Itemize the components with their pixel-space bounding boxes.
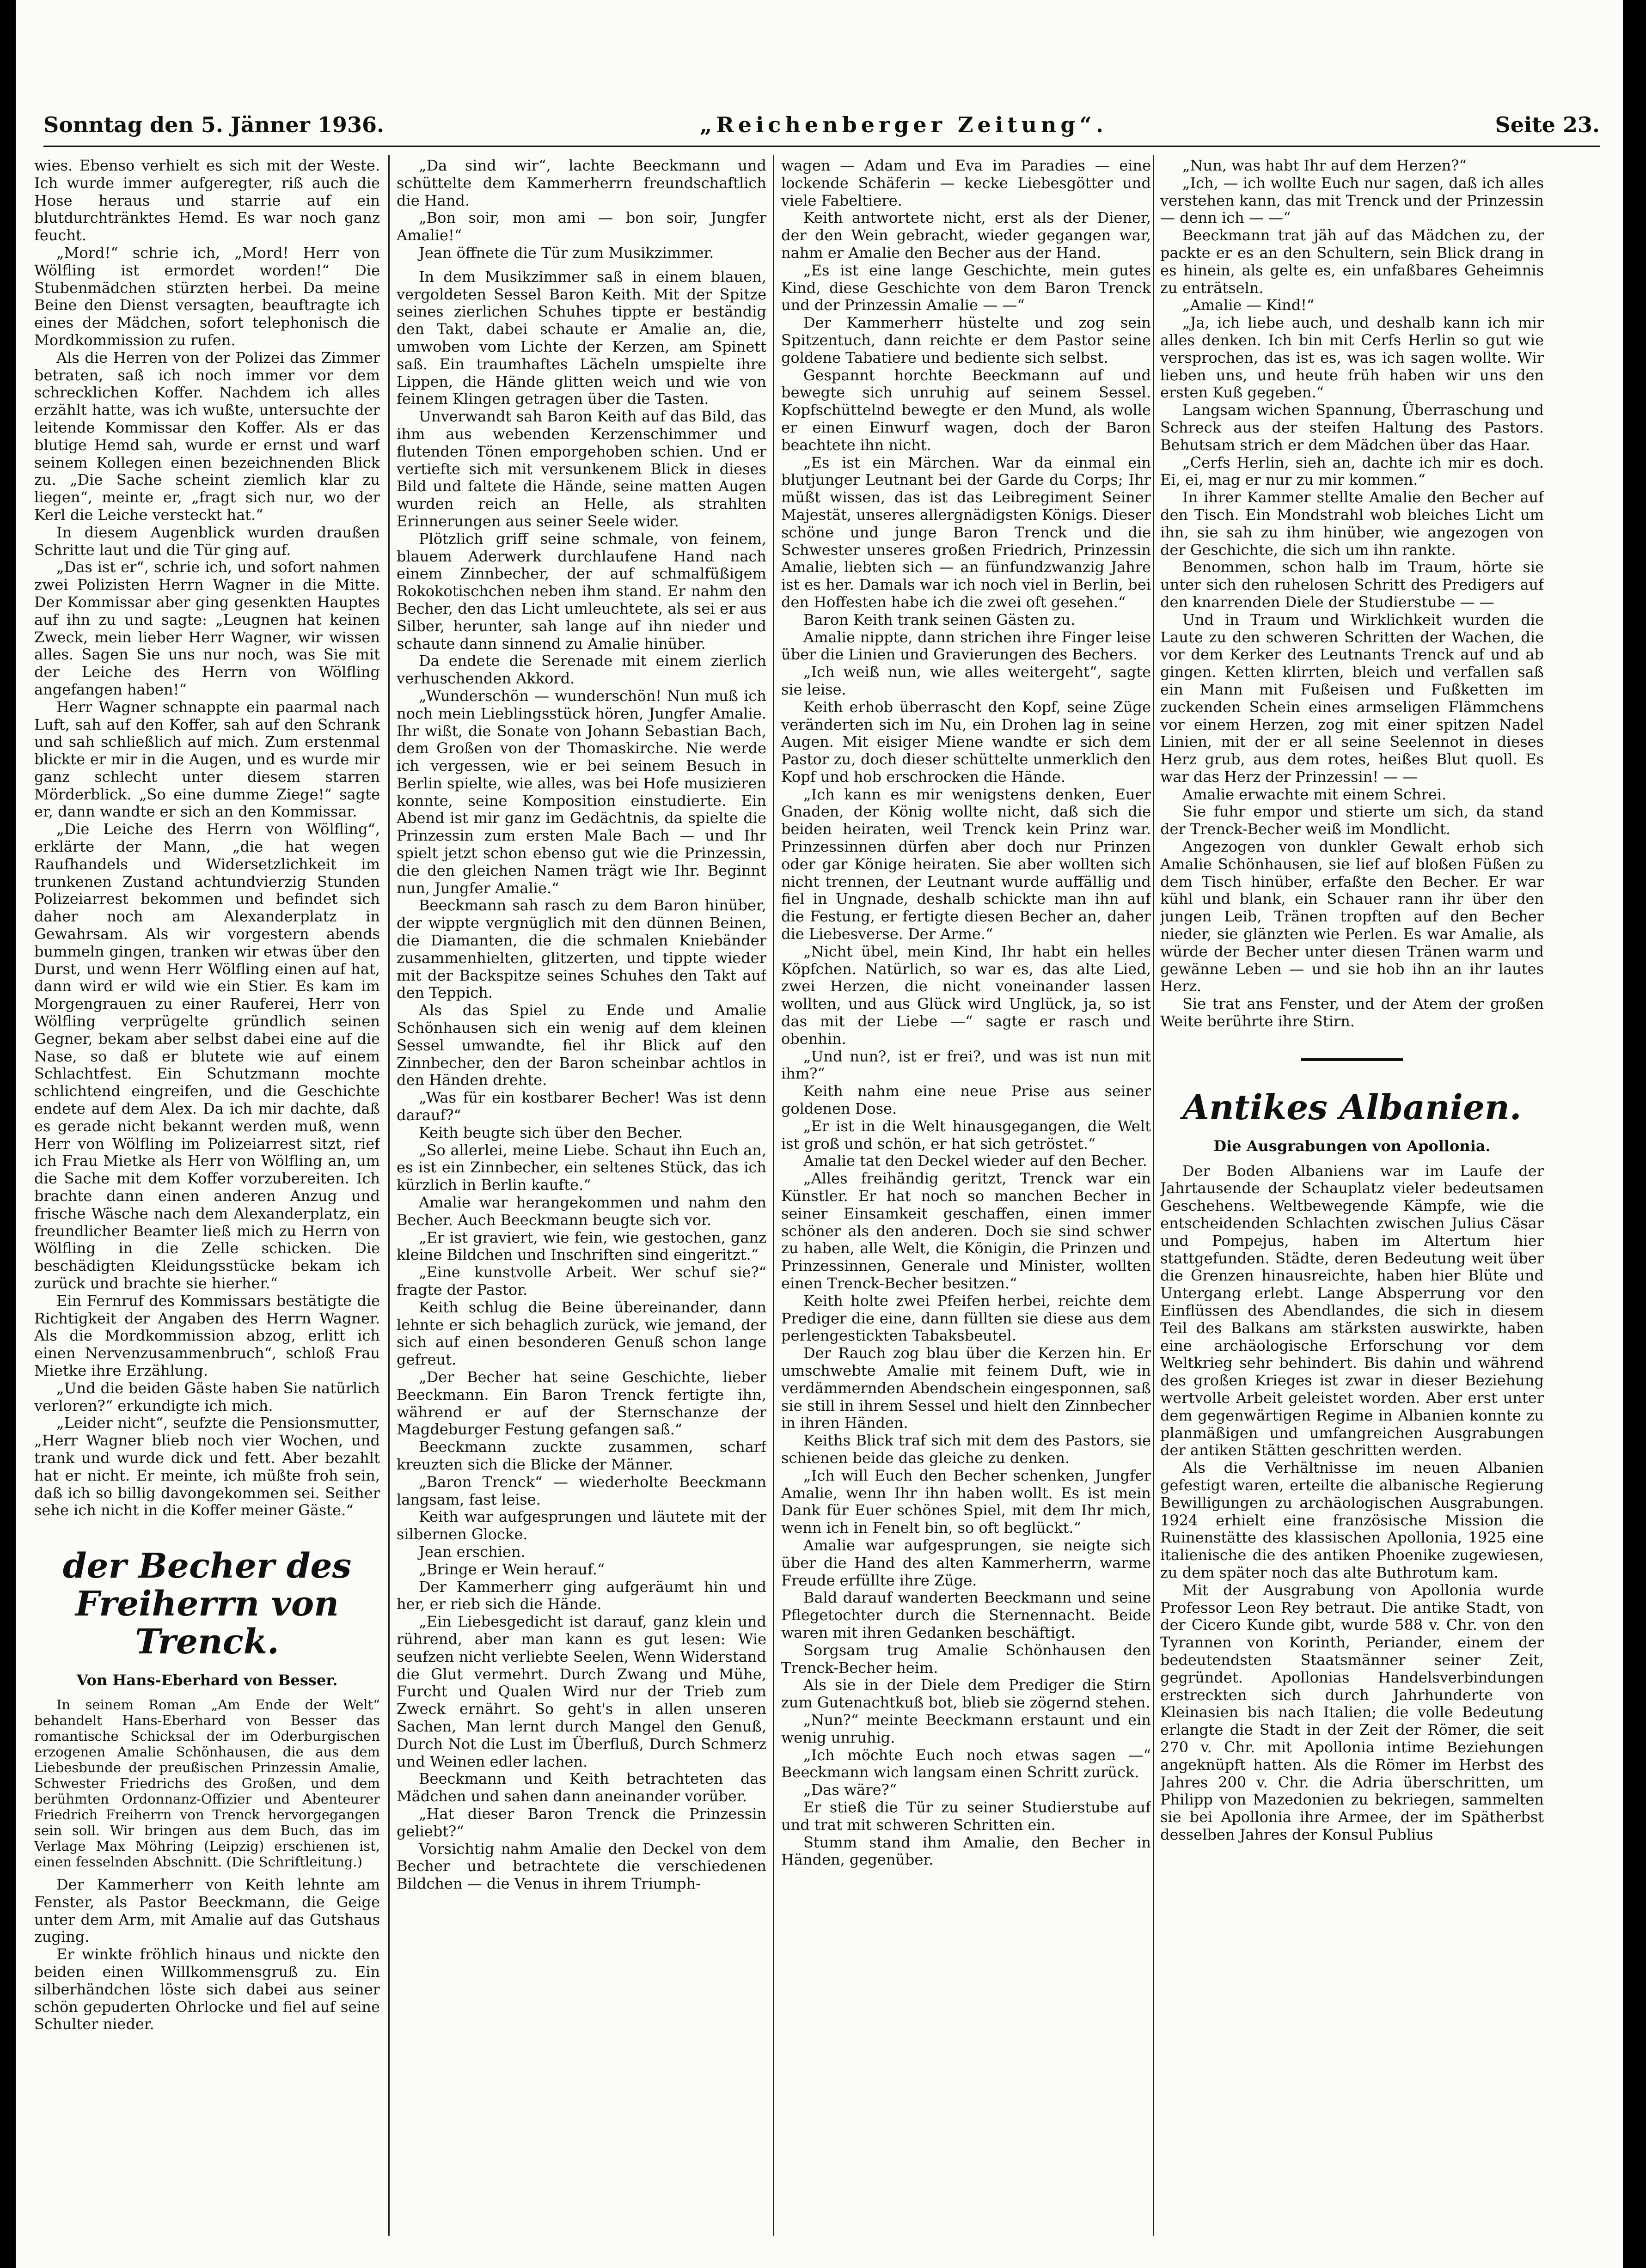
paragraph: Der Kammerherr hüstelte und zog sein Spitzentuch, dann reichte er dem Pastor seine goldene Tabatiere und bediente sich selbst.	[781, 314, 1151, 366]
paragraph: Beeckmann und Keith betrachteten das Mädchen und sahen dann aneinander vorüber.	[397, 1770, 766, 1805]
paragraph: Er stieß die Tür zu seiner Studierstube auf und trat mit schweren Schritten ein.	[781, 1798, 1151, 1834]
paragraph: Keith beugte sich über den Becher.	[419, 1123, 683, 1141]
paragraph: Als die Herren von der Polizei das Zimmer betraten, saß ich noch immer vor dem schrecklichen Koffer. Nachdem ich alles erzählt hatte, was ich wußte, untersuchte der leitende Kommissar den Koffer. Als er das blutige Hemd sah, wurde er ernst und warf seinem Kollegen einen bezeichnenden Blick zu. „Die Sache scheint ziemlich klar zu liegen“, meinte er, „fragt sich nur, wo der Kerl die Leiche versteckt hat.“	[34, 348, 380, 524]
paragraph: Baron Keith trank seinen Gästen zu.	[803, 610, 1076, 628]
paragraph: „Nun?“ meinte Beeckmann erstaunt und ein wenig unruhig.	[781, 1711, 1151, 1746]
column-4	[1160, 157, 1544, 2236]
paragraph: „Ich will Euch den Becher schenken, Jungfer Amalie, wenn Ihr ihn haben wollt. Es ist mein Dank für Euer schönes Spiel, mit dem Ihr mich, wenn ich in Fenelt bin, so oft beglückt.“	[781, 1466, 1151, 1537]
article-title: der Becher des Freiherrn von Trenck.	[62, 1546, 352, 1662]
paragraph: Da endete die Serenade mit einem zierlich verhuschenden Akkord.	[397, 652, 766, 688]
paragraph: „Ich kann es mir wenigstens denken, Euer Gnaden, der König wollte nicht, daß sich die beiden heiraten, weil Trenck kein Prinz war. Prinzessinnen dürfen aber doch nur Prinzen oder gar Könige heiraten. Sie aber wollten sich nicht trennen, der Leutnant wurde auffällig und fiel in Ungnade, deshalb schickte man ihn auf die Festung, er fertigte diesen Becher an, daher die Liebesverse. Der Arme.“	[781, 785, 1151, 943]
page-number: Seite 23.	[1495, 112, 1600, 137]
paragraph: Der Rauch zog blau über die Kerzen hin. Er umschwebte Amalie mit feinem Duft, wie in verdämmernden Abendschein eingesponnen, saß sie still in ihrem Sessel und hielt den Zinnbecher in ihren Händen.	[781, 1344, 1151, 1432]
paragraph: „Mord!“ schrie ich, „Mord! Herr von Wölfling ist ermordet worden!“ Die Stubenmädchen stürzten herbei. Da meine Beine den Dienst versagten, beauftragte ich eines der Mädchen, sofort telephonisch die Mordkommission zu rufen.	[34, 244, 380, 349]
paragraph: „Nicht übel, mein Kind, Ihr habt ein helles Köpfchen. Natürlich, so war es, das alte Lied, zwei Herzen, die nicht voneinander lassen wollten, und aus Glück wird Unglück, ja, so ist das mit der Liebe —“ sagte er rasch und obenhin.	[781, 942, 1151, 1048]
paragraph: Sorgsam trug Amalie Schönhausen den Trenck-Becher heim.	[781, 1641, 1151, 1677]
paragraph: Keith erhob überrascht den Kopf, seine Züge veränderten sich im Nu, ein Drohen lag in seine Augen. Mit eisiger Miene wandte er sich dem Pastor zu, doch dieser schüttelte unmerklich den Kopf und hob erschrocken die Hände.	[781, 698, 1151, 786]
column-3	[781, 157, 1151, 2236]
paragraph: Sie fuhr empor und stierte um sich, da stand der Trenck-Becher weiß im Mondlicht.	[1160, 803, 1544, 838]
paragraph: Amalie war herangekommen und nahm den Becher. Auch Beeckmann beugte sich vor.	[397, 1194, 766, 1229]
paragraph: „Baron Trenck“ — wiederholte Beeckmann langsam, fast leise.	[397, 1473, 766, 1508]
paragraph: Jean öffnete die Tür zum Musikzimmer.	[419, 244, 714, 262]
paragraph: In ihrer Kammer stellte Amalie den Becher auf den Tisch. Ein Mondstrahl wob bleiches Licht um ihn, sie sah zu ihm hinüber, wie angezogen von der Geschichte, die sich um ihn rankte.	[1160, 488, 1544, 559]
paragraph: Herr Wagner schnappte ein paarmal nach Luft, sah auf den Koffer, sah auf den Schrank und sah schließlich auf mich. Zum erstenmal blickte er mir in die Augen, und es wurde mir ganz schlecht unter diesem starren Mörderblick. „So eine dumme Ziege!“ sagte er, dann wandte er sich an den Kommissar.	[34, 698, 380, 821]
paragraph: Er winkte fröhlich hinaus und nickte den beiden einen Willkommensgruß zu. Ein silberhändchen löste sich dabei aus seiner schön gepuderten Ohrlocke und fiel auf seine Schulter nieder.	[34, 1945, 380, 2033]
paragraph: Gespannt horchte Beeckmann auf und bewegte sich unruhig auf seinem Sessel. Kopfschüttelnd bewegte er den Mund, als wolle er einen Einwurf wagen, doch der Baron beachtete ihn nicht.	[781, 366, 1151, 454]
paragraph: „Und die beiden Gäste haben Sie natürlich verloren?“ erkundigte ich mich.	[34, 1379, 380, 1414]
paragraph: „Der Becher hat seine Geschichte, lieber Beeckmann. Ein Baron Trenck fertigte ihn, während er auf der Sternschanze der Magdeburger Festung gefangen saß.“	[397, 1368, 766, 1439]
paragraph: Bald darauf wanderten Beeckmann und seine Pflegetochter durch die Sternennacht. Beide waren mit ihren Gedanken beschäftigt.	[781, 1589, 1151, 1641]
paragraph: Jean erschien.	[419, 1542, 526, 1561]
paragraph: Keiths Blick traf sich mit dem des Pastors, sie schienen beide das gleiche zu denken.	[781, 1432, 1151, 1467]
paragraph: „Amalie — Kind!“	[1182, 296, 1315, 314]
paragraph: „Und nun?, ist er frei?, und was ist nun mit ihm?“	[781, 1047, 1151, 1083]
header-date: Sonntag den 5. Jänner 1936.	[43, 112, 384, 137]
paragraph: „Ein Liebesgedicht ist darauf, ganz klein und rührend, aber man kann es gut lesen: Wie seufzen nicht verliebte Seelen, Wenn Widerstand die Glut vermehrt. Durch Zwang und Mühe, Furcht und Qualen Wird nur der Trieb zum Zweck ernährt. So geht's in allen unseren Sachen, Man lernt durch Mangel den Genuß, Durch Not die Lust im Überfluß, Durch Schmerz und Weinen edler lachen.	[397, 1613, 766, 1770]
paragraph: „Ich, — ich wollte Euch nur sagen, daß ich alles verstehen kann, das mit Trenck und der Prinzessin — denn ich — —“	[1160, 174, 1544, 227]
paragraph: „Das wäre?“	[803, 1781, 897, 1799]
article-intro	[34, 1697, 380, 1870]
paragraph: „Was für ein kostbarer Becher! Was ist denn darauf?“	[397, 1089, 766, 1124]
paragraph: Benommen, schon halb im Traum, hörte sie unter sich den ruhelosen Schritt des Predigers auf den knarrenden Diele der Studierstube — —	[1160, 558, 1544, 611]
paragraph: „Da sind wir“, lachte Beeckmann und schüttelte dem Kammerherrn freundschaftlich die Hand.	[397, 157, 766, 209]
paragraph: Ein Fernruf des Kommissars bestätigte die Richtigkeit der Angaben des Herrn Wagner. Als die Mordkommission abzog, erlitt ich einen Nervenzusammenbruch“, schloß Frau Mietke ihre Erzählung.	[34, 1292, 380, 1379]
paragraph: „Er ist graviert, wie fein, wie gestochen, ganz kleine Bildchen und Inschriften sind eingeritzt.“	[397, 1228, 766, 1264]
paragraph: Der Boden Albaniens war im Laufe der Jahrtausende der Schauplatz vieler bedeutsamen Geschehens. Weltbewegende Kämpfe, wie die entscheidenden Schlachten zwischen Julius Cäsar und Pompejus, haben im Altertum hier stattgefunden. Städte, deren Bedeutung weit über die Grenzen hinausreichte, haben hier Blüte und Untergang erlebt. Lange Absperrung vor den Einflüssen des Abendlandes, die sich in diesem Teil des Balkans am stärksten auswirkte, haben eine archäologische Erforschung vor dem Weltkrieg sehr behindert. Bis dahin und während des großen Krieges ist zwar in dieser Beziehung wertvolle Arbeit geleistet worden. Aber erst unter dem gegenwärtigen Regime in Albanien konnte zu planmäßigen und umfangreichen Ausgrabungen der antiken Stätten geschritten werden.	[1160, 1162, 1544, 1459]
paragraph: „Es ist eine lange Geschichte, mein gutes Kind, diese Geschichte von dem Baron Trenck und der Prinzessin Amalie — —“	[781, 261, 1151, 314]
paragraph: Langsam wichen Spannung, Überraschung und Schreck aus der steifen Haltung des Pastors. Behutsam strich er dem Mädchen über das Haar.	[1160, 401, 1544, 454]
paragraph: In diesem Augenblick wurden draußen Schritte laut und die Tür ging auf.	[34, 523, 380, 559]
paragraph: Beeckmann zuckte zusammen, scharf kreuzten sich die Blicke der Männer.	[397, 1438, 766, 1473]
paragraph: „Ich möchte Euch noch etwas sagen —“ Beeckmann wich langsam einen Schritt zurück.	[781, 1746, 1151, 1781]
article-byline: Von Hans-Eberhard von Besser.	[76, 1671, 338, 1689]
article-separator	[1301, 1058, 1403, 1061]
page-header	[43, 104, 1600, 146]
column-divider	[388, 155, 390, 2236]
paragraph: Der Kammerherr von Keith lehnte am Fenster, als Pastor Beeckmann, die Geige unter dem Arm, mit Amalie auf das Gutshaus zuging.	[34, 1875, 380, 1946]
paragraph: „Das ist er“, schrie ich, und sofort nahmen zwei Polizisten Herrn Wagner in die Mitte. Der Kommissar aber ging gesenkten Hauptes auf ihn zu und sagte: „Leugnen hat keinen Zweck, mein lieber Herr Wagner, wir wissen alles. Sagen Sie uns nur noch, was Sie mit der Leiche des Herrn von Wölfling angefangen haben!“	[34, 558, 380, 698]
newspaper-title: „Reichenberger Zeitung“.	[700, 112, 1108, 137]
paragraph: Amalie nippte, dann strichen ihre Finger leise über die Linien und Gravierungen des Bechers.	[781, 628, 1151, 664]
paragraph: Der Kammerherr ging aufgeräumt hin und her, er rieb sich die Hände.	[397, 1578, 766, 1613]
paragraph: Keith war aufgesprungen und läutete mit der silbernen Glocke.	[397, 1508, 766, 1543]
paragraph: „Wunderschön — wunderschön! Nun muß ich noch mein Lieblingsstück hören, Jungfer Amalie. Ihr wißt, die Sonate von Johann Sebastian Bach, dem Großen von der Thomaskirche. Nie werde ich vergessen, wie er bei seinem Besuch in Berlin spielte, wie alles, was bei Hofe musizieren konnte, seine Komposition einstudierte. Ein Abend ist mir ganz im Gedächtnis, da spielte die Prinzessin zum ersten Male Bach — und Ihr spielt jetzt schon ebenso gut wie die Prinzessin, die den gleichen Namen trägt wie Ihr. Beginnt nun, Jungfer Amalie.“	[397, 687, 766, 897]
paragraph: Und in Traum und Wirklichkeit wurden die Laute zu den schweren Schritten der Wachen, die vor dem Kerker des Leutnants Trenck auf und ab gingen. Ketten klirrten, bleich und verfallen saß ein Mann mit Fußeisen und Fußketten im zuckenden Schein eines armseligen Flämmchens vor einem Herzen, zog mit einer spitzen Nadel Linien, mit der er all seine Seelennot in dieses Herz grub, aus dem rotes, heißes Blut quoll. Es war das Herz der Prinzessin! — —	[1160, 610, 1544, 786]
newspaper-page	[16, 0, 1623, 2268]
paragraph: wies. Ebenso verhielt es sich mit der Weste. Ich wurde immer aufgeregter, riß auch die Hose heraus und starrie auf ein blutdurchtränktes Hemd. Es war noch ganz feucht.	[34, 157, 380, 244]
paragraph: „So allerlei, meine Liebe. Schaut ihn Euch an, es ist ein Zinnbecher, ein seltenes Stück, das ich kürzlich in Berlin kaufte.“	[397, 1141, 766, 1194]
spacer	[397, 262, 766, 268]
paragraph: „Bon soir, mon ami — bon soir, Jungfer Amalie!“	[397, 209, 766, 244]
paragraph: Beeckmann trat jäh auf das Mädchen zu, der packte er es an den Schultern, sein Blick drang in es hinein, als gelte es, ein unfaßbares Geheimnis zu enträtseln.	[1160, 226, 1544, 297]
paragraph: „Ich weiß nun, wie alles weitergeht“, sagte sie leise.	[781, 663, 1151, 698]
paragraph: Sie trat ans Fenster, und der Atem der großen Weite berührte ihre Stirn.	[1160, 995, 1544, 1030]
article-subtitle: Die Ausgrabungen von Apollonia.	[1213, 1137, 1491, 1155]
column-2	[397, 157, 766, 2236]
paragraph: Keith nahm eine neue Prise aus seiner goldenen Dose.	[781, 1082, 1151, 1118]
paragraph: Keith schlug die Beine übereinander, dann lehnte er sich behaglich zurück, wie jemand, der sich auf einen besonderen Genuß schon lange gefreut.	[397, 1298, 766, 1369]
column-divider	[1153, 155, 1154, 2236]
paragraph: Keith antwortete nicht, erst als der Diener, der den Wein gebracht, wieder gegangen war, nahm er Amalie den Becher aus der Hand.	[781, 209, 1151, 262]
paragraph: „Bringe er Wein herauf.“	[419, 1560, 605, 1578]
paragraph: In dem Musikzimmer saß in einem blauen, vergoldeten Sessel Baron Keith. Mit der Spitze seines zierlichen Schuhes tippte er beständig den Takt, dabei schaute er Amalie an, die, umwoben vom Lichte der Kerzen, am Spinett saß. Ein traumhaftes Lächeln umspielte ihre Lippen, die Hände glitten weich und wie von feinem Klingen getragen über die Tasten.	[397, 268, 766, 408]
paragraph: Vorsichtig nahm Amalie den Deckel von dem Becher und betrachtete die verschiedenen Bildchen — die Venus in ihrem Triumph-	[397, 1840, 766, 1893]
paragraph: Als sie in der Diele dem Prediger die Stirn zum Gutenachtkuß bot, blieb sie zögernd stehen.	[781, 1676, 1151, 1712]
paragraph: Unverwandt sah Baron Keith auf das Bild, das ihm aus webenden Kerzenschimmer und flutenden Tönen emporgehoben schien. Und er vertiefte sich mit versunkenem Blick in dieses Bild und faltete die Hände, seine matten Augen wurden reich an Helle, als strahlten Erinnerungen aus seiner Seele wider.	[397, 408, 766, 530]
paragraph: „Er ist in die Welt hinausgegangen, die Welt ist groß und schön, er hat sich getröstet.“	[781, 1117, 1151, 1152]
paragraph: Als die Verhältnisse im neuen Albanien gefestigt waren, erteilte die albanische Regierung Bewilligungen zu archäologischen Ausgrabungen. 1924 erhielt eine französische Mission die Ruinenstätte des klassischen Apollonia, 1925 eine italienische die des antiken Phoenike zugewiesen, zu dem später noch das alte Buthrotum kam.	[1160, 1459, 1544, 1581]
paragraph: Stumm stand ihm Amalie, den Becher in Händen, gegenüber.	[781, 1833, 1151, 1869]
paragraph: Amalie war aufgesprungen, sie neigte sich über die Hand des alten Kammerherrn, warme Freude erfüllte ihre Züge.	[781, 1536, 1151, 1589]
paragraph: „Ja, ich liebe auch, und deshalb kann ich mir alles denken. Ich bin mit Cerfs Herlin so gut wie versprochen, das ist es, was ich sagen wollte. Wir lieben uns, und heute früh haben wir uns den ersten Kuß gegeben.“	[1160, 314, 1544, 402]
paragraph: Amalie tat den Deckel wieder auf den Becher.	[803, 1152, 1147, 1170]
intro-paragraph: In seinem Roman „Am Ende der Welt“ behandelt Hans-Eberhard von Besser das romantische Schicksal der im Oderburgischen erzogenen Amalie Schönhausen, die aus dem Liebesbunde der preußischen Prinzessin Amalie, Schwester Friedrichs des Großen, und dem berühmten Ordonnanz-Offizier und Abenteurer Friedrich Freiherrn von Trenck hervorgegangen sein soll. Wir bringen aus dem Buch, das im Verlage Max Möhring (Leipzig) erschienen ist, einen fesselnden Abschnitt. (Die Schriftleitung.)	[34, 1696, 380, 1870]
spacer	[34, 1870, 380, 1876]
paragraph: „Nun, was habt Ihr auf dem Herzen?“	[1182, 157, 1467, 174]
paragraph: Mit der Ausgrabung von Apollonia wurde Professor Leon Rey betraut. Die antike Stadt, von der Cicero Kunde gibt, wurde 588 v. Chr. von den Tyrannen von Korinth, Periander, einem der bedeutendsten Staatsmänner seiner Zeit, gegründet. Apollonias Handelsverbindungen erstreckten sich durch Jahrhunderte von Kleinasien bis nach Italien; die volle Bedeutung erlangte die Stadt in der Zeit der Römer, die seit 270 v. Chr. mit Apollonia intime Beziehungen angeknüpft hatten. Als die Römer im Herbst des Jahres 200 v. Chr. die Adria überschritten, um Philipp von Mazedonien zu bekriegen, sammelten sie bei Apollonia ihre Armee, der im Spätherbst desselben Jahres der Konsul Publius	[1160, 1581, 1544, 1843]
paragraph: wagen — Adam und Eva im Paradies — eine lockende Schäferin — kecke Liebesgötter und viele Fabeltiere.	[781, 157, 1151, 209]
article-title: Antikes Albanien.	[1182, 1087, 1522, 1128]
paragraph: „Es ist ein Märchen. War da einmal ein blutjunger Leutnant bei der Garde du Corps; Ihr müßt wissen, das ist das Leibregiment Seiner Majestät, unseres allergnädigsten Königs. Dieser schöne und junge Baron Trenck und die Schwester unseres großen Friedrich, Prinzessin Amalie, liebten sich — an fünfundzwanzig Jahre ist es her. Damals war ich noch viel in Berlin, bei den Hoffesten habe ich die zwei oft gesehen.“	[781, 453, 1151, 611]
paragraph: Keith holte zwei Pfeifen herbei, reichte dem Prediger die eine, dann füllten sie diese aus dem perlengestickten Tabaksbeutel.	[781, 1292, 1151, 1345]
paragraph: „Leider nicht“, seufzte die Pensionsmutter, „Herr Wagner blieb noch vier Wochen, und trank und wurde dick und fett. Aber bezahlt hat er nicht. Er meinte, ich müßte froh sein, daß ich so billig davongekommen sei. Seither sehe ich nicht in die Koffer meiner Gäste.“	[34, 1414, 380, 1519]
paragraph: Als das Spiel zu Ende und Amalie Schönhausen sich ein wenig auf dem kleinen Sessel umwandte, fiel ihr Blick auf den Zinnbecher, den der Baron scheinbar achtlos in den Händen drehte.	[397, 1001, 766, 1089]
paragraph: Plötzlich griff seine schmale, von feinem, blauem Aderwerk durchlaufene Hand nach einem Zinnbecher, der auf schmalfüßigem Rokokotischchen neben ihm stand. Er nahm den Becher, den das Licht umleuchtete, als sei er aus Silber, herunter, sah lange auf ihn nieder und schaute dann sinnend zu Amalie hinüber.	[397, 530, 766, 652]
column-1	[34, 157, 380, 2236]
paragraph: „Eine kunstvolle Arbeit. Wer schuf sie?“ fragte der Pastor.	[397, 1263, 766, 1299]
paragraph: Beeckmann sah rasch zu dem Baron hinüber, der wippte vergnüglich mit den dünnen Beinen, die Diamanten, die die schmalen Kniebänder zusammenhielten, glitzerten, und tippte wieder mit der Backspitze seines Schuhes den Takt auf den Teppich.	[397, 896, 766, 1002]
paragraph: Amalie erwachte mit einem Schrei.	[1182, 785, 1447, 803]
paragraph: „Alles freihändig geritzt, Trenck war ein Künstler. Er hat noch so manchen Becher in seiner Einsamkeit geschaffen, einen immer schöner als den anderen. Doch sie sind schwer zu haben, alle Welt, die Königin, die Prinzen und Prinzessinnen, Generale und Minister, wollten einen Trenck-Becher besitzen.“	[781, 1170, 1151, 1292]
paragraph: „Die Leiche des Herrn von Wölfling“, erklärte der Mann, „die hat wegen Raufhandels und Widersetzlichkeit im trunkenen Zustand achtundvierzig Stunden Polizeiarrest bekommen und befindet sich daher noch am Alexanderplatz in Gewahrsam. Als wir vorgestern abends bummeln gingen, tranken wir etwas über den Durst, und wenn Herr Wölfling einen auf hat, dann wird er wild wie ein Stier. Es kam im Morgengrauen zu einer Rauferei, Herr von Wölfling verprügelte gründlich seinen Gegner, bekam aber selbst dabei eine auf die Nase, so daß er blutete wie auf einem Schlachtfest. Ein Schutzmann mochte schlichtend eingreifen, und die Geschichte endete auf dem Alex. Da ich mir dachte, daß es gerade nicht bekannt werden muß, wenn Herr von Wölfling im Polizeiarrest sitzt, rief ich Frau Mietke als Herr von Wölfling an, um die Sache mit dem Koffer vorzubereiten. Ich brachte dann einen anderen Anzug und frische Wäsche nach dem Alexanderplatz, ein freundlicher Beamter ließ mich zu Herrn von Wölfling in die Zelle schicken. Die beschädigten Kleidungsstücke bekam ich zurück und brachte sie hierher.“	[34, 820, 380, 1292]
column-divider	[773, 155, 774, 2236]
paragraph: „Hat dieser Baron Trenck die Prinzessin geliebt?“	[397, 1805, 766, 1840]
paragraph: „Cerfs Herlin, sieh an, dachte ich mir es doch. Ei, ei, mag er nur zu mir kommen.“	[1160, 453, 1544, 489]
header-rule	[43, 146, 1600, 147]
paragraph: Angezogen von dunkler Gewalt erhob sich Amalie Schönhausen, sie lief auf bloßen Füßen zu dem Tisch hinüber, erfaßte den Becher. Er war kühl und blank, ein Schauer rann ihr über den jungen Leib, Tränen tropften auf den Becher nieder, sie glänzten wie Perlen. Es war Amalie, als würde der Becher unter diesen Tränen warm und gewänne Leben — und sie hob ihn an ihr lautes Herz.	[1160, 838, 1544, 995]
